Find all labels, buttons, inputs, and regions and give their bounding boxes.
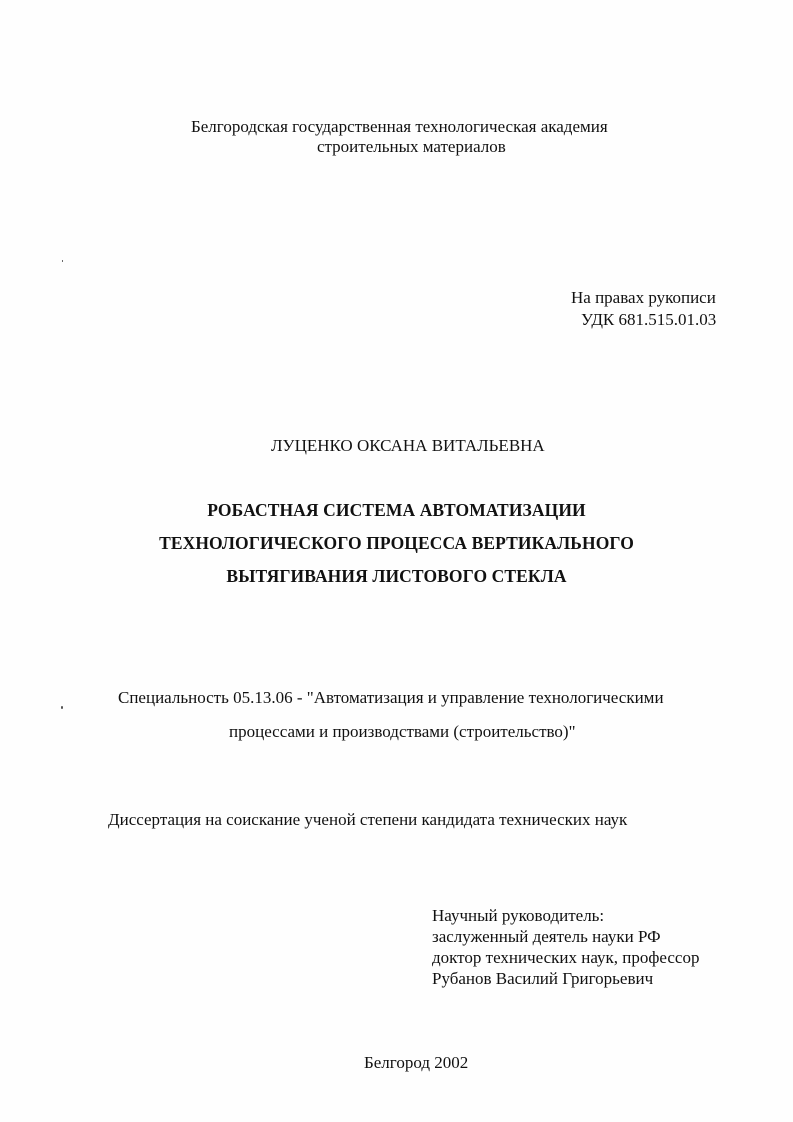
supervisor-name: Рубанов Василий Григорьевич (432, 969, 654, 988)
author-name: ЛУЦЕНКО ОКСАНА ВИТАЛЬЕВНА (271, 436, 545, 455)
scan-speck (61, 706, 63, 709)
udc-code: УДК 681.515.01.03 (581, 310, 717, 329)
title-line-3: ВЫТЯГИВАНИЯ ЛИСТОВОГО СТЕКЛА (226, 566, 567, 586)
title-line-1: РОБАСТНАЯ СИСТЕМА АВТОМАТИЗАЦИИ (207, 500, 586, 520)
institution-line-1: Белгородская государственная технологическая академия (191, 117, 608, 136)
supervisor-label: Научный руководитель: (432, 906, 605, 925)
specialty-line-2: процессами и производствами (строительство)" (229, 722, 576, 741)
specialty-line-1: Специальность 05.13.06 - "Автоматизация и управление технологическими (118, 688, 664, 707)
dissertation-statement: Диссертация на соискание ученой степени кандидата технических наук (108, 810, 628, 829)
supervisor-honor: заслуженный деятель науки РФ (432, 927, 661, 946)
scan-speck (62, 260, 63, 262)
manuscript-rights: На правах рукописи (571, 288, 716, 307)
place-year: Белгород 2002 (364, 1053, 469, 1072)
supervisor-degree: доктор технических наук, профессор (432, 948, 700, 967)
title-line-2: ТЕХНОЛОГИЧЕСКОГО ПРОЦЕССА ВЕРТИКАЛЬНОГО (159, 533, 634, 553)
institution-line-2: строительных материалов (317, 137, 506, 156)
